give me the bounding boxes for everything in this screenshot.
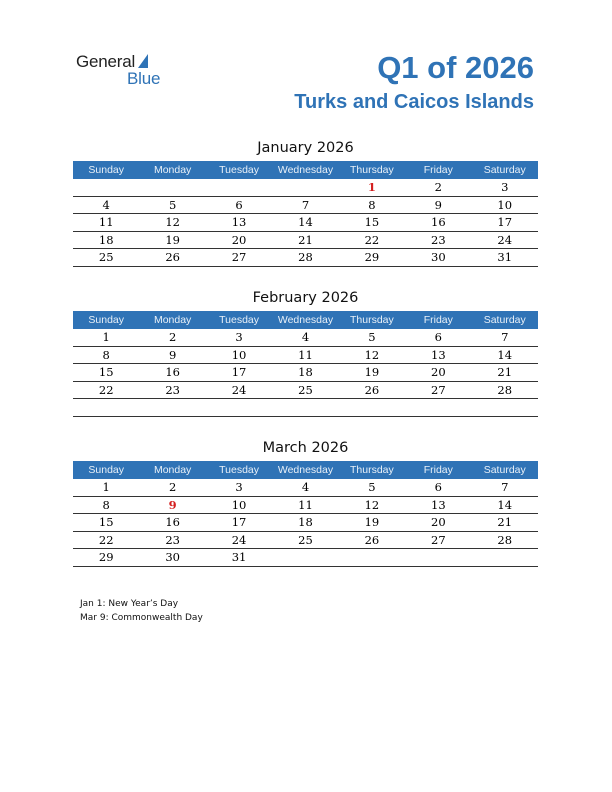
weekday-label: Monday <box>153 464 192 476</box>
day-cell: 5 <box>368 480 376 494</box>
weekday-label: Friday <box>423 464 453 476</box>
day-cell: 1 <box>102 480 110 494</box>
week-row <box>73 382 538 400</box>
weekday-label: Sunday <box>88 164 125 176</box>
weekday-label: Thursday <box>350 314 394 326</box>
empty-day-cell <box>206 399 272 416</box>
empty-day-cell <box>472 399 538 416</box>
weekday-label: Friday <box>423 164 453 176</box>
week-row <box>73 197 538 215</box>
logo-triangle-icon <box>138 54 148 68</box>
day-cell: 11 <box>98 215 114 229</box>
day-cell: 7 <box>301 197 310 212</box>
month-calendar-february <box>73 287 538 417</box>
weekday-header <box>73 461 538 479</box>
day-cell: 18 <box>298 515 313 529</box>
day-cell: 9 <box>434 197 442 212</box>
day-cell: 15 <box>98 365 114 379</box>
empty-day-cell <box>405 549 471 566</box>
day-cell: 27 <box>231 250 247 264</box>
page-title: Q1 of 2026 <box>377 50 534 85</box>
day-cell: 19 <box>364 365 380 379</box>
day-cell: 23 <box>431 232 446 247</box>
day-cell: 28 <box>298 250 313 264</box>
day-cell: 14 <box>298 215 313 229</box>
weekday-label: Sunday <box>88 314 125 326</box>
day-cell: 28 <box>497 382 513 397</box>
day-cell: 22 <box>364 232 380 247</box>
day-cell: 26 <box>165 250 180 264</box>
empty-day-cell <box>73 179 139 196</box>
day-cell: 4 <box>301 330 310 344</box>
empty-day-cell <box>339 399 405 416</box>
day-cell: 21 <box>497 365 513 379</box>
month-weeks <box>73 329 538 417</box>
day-cell: 14 <box>497 497 513 512</box>
day-cell: 10 <box>497 197 513 212</box>
day-cell: 19 <box>364 515 380 529</box>
week-row <box>73 532 538 550</box>
day-cell: 2 <box>434 180 442 194</box>
day-cell: 5 <box>168 197 177 212</box>
week-row <box>73 214 538 232</box>
weekday-label: Saturday <box>483 164 526 176</box>
day-cell: 11 <box>298 497 313 512</box>
day-cell: 15 <box>364 215 380 229</box>
day-cell: 28 <box>497 532 513 547</box>
day-cell: 4 <box>301 480 310 494</box>
day-cell: 15 <box>98 515 114 529</box>
weekday-label: Wednesday <box>277 314 334 326</box>
day-cell: 23 <box>165 382 180 397</box>
weekday-label: Tuesday <box>219 164 259 176</box>
generalblue-logo <box>76 52 176 88</box>
empty-day-cell <box>272 399 338 416</box>
day-cell: 12 <box>364 347 380 362</box>
week-row <box>73 232 538 250</box>
empty-day-cell <box>73 399 139 416</box>
weekday-label: Saturday <box>483 314 526 326</box>
day-cell: 17 <box>497 215 513 229</box>
empty-day-cell <box>339 549 405 566</box>
day-cell: 31 <box>231 550 247 564</box>
day-cell: 20 <box>431 515 446 529</box>
logo-text-general: General <box>76 52 136 71</box>
day-cell: 27 <box>431 532 446 547</box>
week-row <box>73 399 538 417</box>
day-cell: 8 <box>102 497 110 512</box>
empty-day-cell <box>472 549 538 566</box>
day-cell: 8 <box>368 197 376 212</box>
day-cell: 25 <box>98 250 114 264</box>
day-cell: 19 <box>165 232 180 247</box>
empty-day-cell <box>405 399 471 416</box>
day-cell: 24 <box>231 382 247 397</box>
empty-day-cell <box>139 179 205 196</box>
day-cell: 22 <box>98 532 114 547</box>
week-row <box>73 479 538 497</box>
week-row <box>73 549 538 567</box>
day-cell: 13 <box>231 215 247 229</box>
weekday-label: Thursday <box>350 164 394 176</box>
day-cell: 18 <box>98 232 114 247</box>
day-cell: 21 <box>298 232 313 247</box>
weekday-label: Thursday <box>350 464 394 476</box>
weekday-label: Friday <box>423 314 453 326</box>
day-cell: 16 <box>165 365 180 379</box>
month-title: February 2026 <box>252 290 359 306</box>
day-cell: 6 <box>434 330 442 344</box>
day-cell: 8 <box>102 347 110 362</box>
month-calendar-march <box>73 437 538 567</box>
holiday-day-cell: 9 <box>168 497 177 512</box>
page-subtitle: Turks and Caicos Islands <box>294 91 534 113</box>
month-weeks <box>73 179 538 267</box>
day-cell: 16 <box>165 515 180 529</box>
weekday-label: Monday <box>153 164 192 176</box>
day-cell: 9 <box>168 347 177 362</box>
day-cell: 4 <box>102 197 110 212</box>
day-cell: 29 <box>98 550 114 564</box>
day-cell: 24 <box>231 532 247 547</box>
day-cell: 26 <box>364 382 380 397</box>
week-row <box>73 179 538 197</box>
day-cell: 11 <box>298 347 313 362</box>
holiday-note: Jan 1: New Year’s Day <box>80 599 179 609</box>
logo-text-blue: Blue <box>127 69 161 88</box>
day-cell: 3 <box>235 480 243 494</box>
day-cell: 23 <box>165 532 180 547</box>
day-cell: 17 <box>231 515 247 529</box>
day-cell: 12 <box>364 497 380 512</box>
empty-day-cell <box>139 399 205 416</box>
day-cell: 13 <box>431 347 446 362</box>
day-cell: 22 <box>98 382 114 397</box>
day-cell: 25 <box>298 532 313 547</box>
day-cell: 12 <box>165 215 180 229</box>
week-row <box>73 497 538 515</box>
empty-day-cell <box>272 179 338 196</box>
day-cell: 20 <box>231 232 247 247</box>
day-cell: 6 <box>235 197 243 212</box>
weekday-label: Wednesday <box>277 464 334 476</box>
holiday-note: Mar 9: Commonwealth Day <box>80 613 203 623</box>
weekday-label: Monday <box>153 314 192 326</box>
day-cell: 2 <box>168 480 177 494</box>
week-row <box>73 364 538 382</box>
empty-day-cell <box>272 549 338 566</box>
week-row <box>73 329 538 347</box>
day-cell: 5 <box>368 330 376 344</box>
day-cell: 10 <box>231 347 247 362</box>
month-title: March 2026 <box>262 440 349 456</box>
day-cell: 2 <box>168 330 177 344</box>
day-cell: 30 <box>431 250 446 264</box>
month-weeks <box>73 479 538 567</box>
weekday-header <box>73 161 538 179</box>
weekday-label: Saturday <box>483 464 526 476</box>
day-cell: 7 <box>501 330 509 344</box>
weekday-label: Sunday <box>88 464 125 476</box>
day-cell: 31 <box>497 250 513 264</box>
day-cell: 3 <box>235 330 243 344</box>
day-cell: 21 <box>497 515 513 529</box>
month-calendar-january <box>73 137 538 267</box>
month-title: January 2026 <box>257 140 354 156</box>
holiday-day-cell: 1 <box>367 180 376 194</box>
week-row <box>73 249 538 267</box>
day-cell: 24 <box>497 232 513 247</box>
day-cell: 27 <box>431 382 446 397</box>
day-cell: 29 <box>364 250 380 264</box>
day-cell: 3 <box>501 180 509 194</box>
day-cell: 10 <box>231 497 247 512</box>
day-cell: 1 <box>102 330 110 344</box>
day-cell: 18 <box>298 365 313 379</box>
week-row <box>73 514 538 532</box>
day-cell: 20 <box>431 365 446 379</box>
empty-day-cell <box>206 179 272 196</box>
day-cell: 6 <box>434 480 442 494</box>
day-cell: 13 <box>431 497 446 512</box>
weekday-header <box>73 311 538 329</box>
day-cell: 30 <box>165 550 180 564</box>
day-cell: 14 <box>497 347 513 362</box>
holiday-notes <box>80 597 203 625</box>
weekday-label: Tuesday <box>219 314 259 326</box>
weekday-label: Tuesday <box>219 464 259 476</box>
day-cell: 26 <box>364 532 380 547</box>
day-cell: 25 <box>298 382 313 397</box>
week-row <box>73 347 538 365</box>
weekday-label: Wednesday <box>277 164 334 176</box>
day-cell: 16 <box>431 215 446 229</box>
day-cell: 17 <box>231 365 247 379</box>
day-cell: 7 <box>501 480 509 494</box>
